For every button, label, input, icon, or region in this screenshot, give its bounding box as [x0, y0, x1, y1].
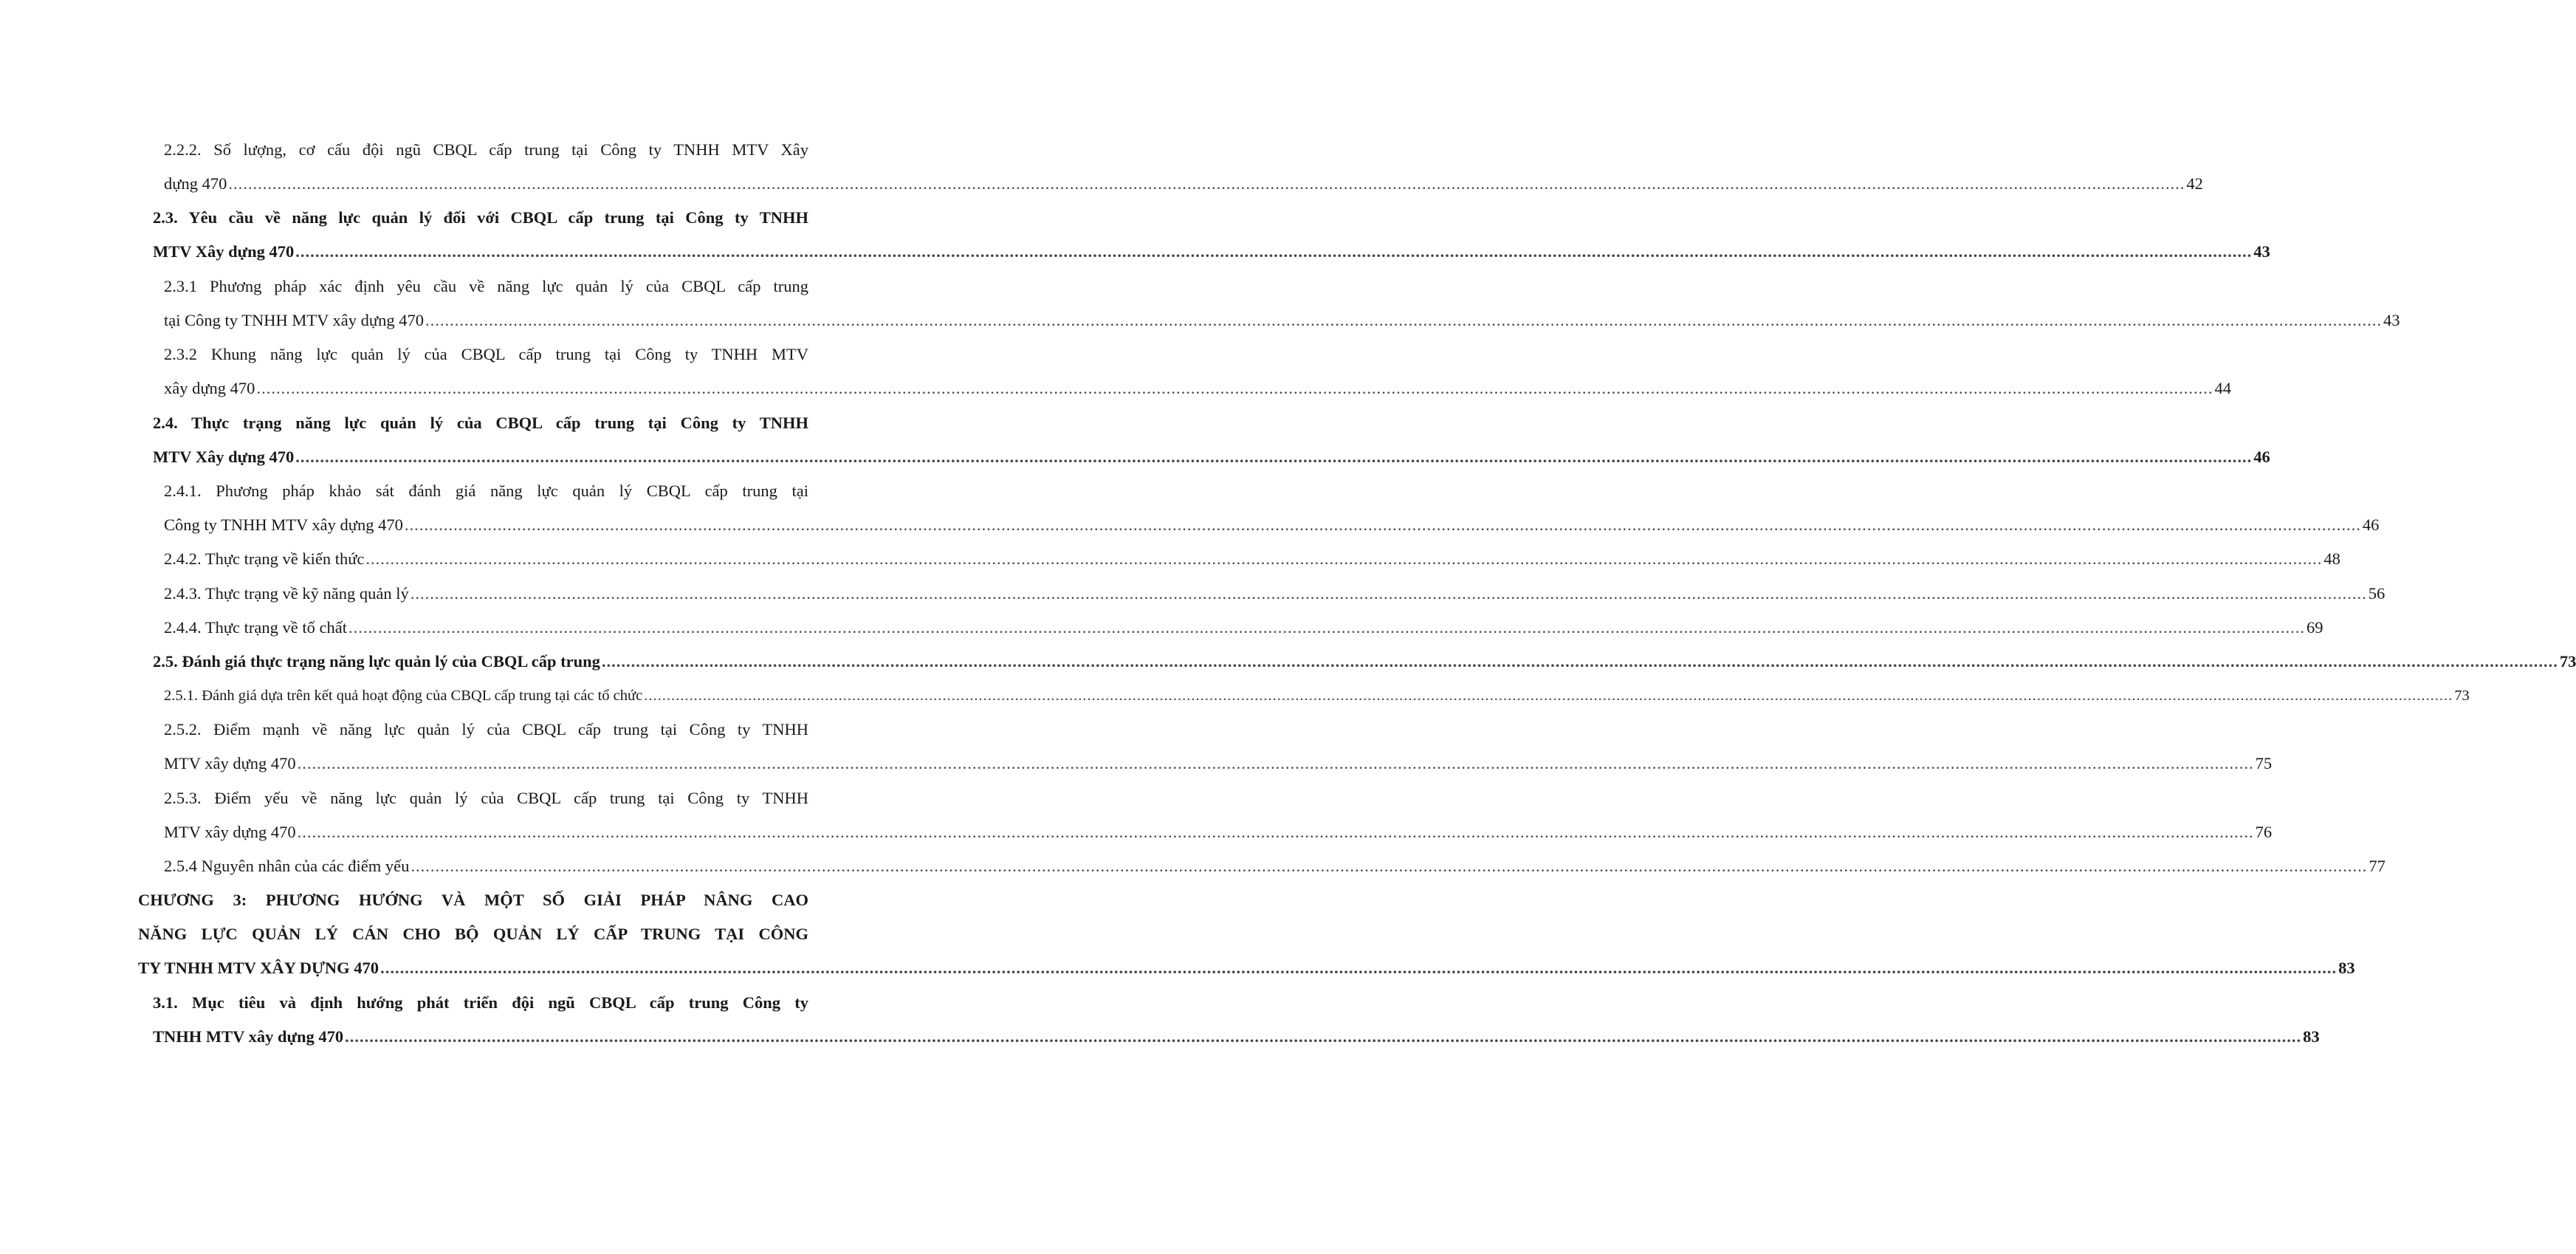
- toc-entry-title-line: MTV Xây dựng 470: [153, 242, 295, 261]
- toc-page-number: 69: [2306, 617, 2323, 637]
- toc-page-number: 75: [2255, 754, 2273, 773]
- toc-entry[interactable]: [164, 474, 2380, 542]
- dot-leader: ................................................................................................................................................................................................................................................................................................................................................................................................................: [410, 583, 2367, 603]
- dot-leader: ................................................................................................................................................................................................................................................................................................................................................................................................................: [404, 515, 2361, 534]
- dot-leader: ................................................................................................................................................................................................................................................................................................................................................................................................................: [380, 959, 2338, 978]
- toc-entry-title-line: 2.5.1. Đánh giá dựa trên kết quả hoạt động của CBQL cấp trung tại các tổ chức: [164, 688, 643, 705]
- dot-leader: ................................................................................................................................................................................................................................................................................................................................................................................................................: [345, 1027, 2302, 1046]
- dot-leader: ................................................................................................................................................................................................................................................................................................................................................................................................................: [295, 447, 2253, 466]
- toc-entry-title-line: 2.4.2. Thực trạng về kiến thức: [164, 549, 365, 569]
- toc-entry-title-line: 3.1. Mục tiêu và định hướng phát triển đội ngũ CBQL cấp trung Công ty: [153, 993, 808, 1012]
- toc-entry[interactable]: [164, 338, 2231, 405]
- toc-page-number: 48: [2323, 549, 2340, 569]
- toc-entry[interactable]: [164, 679, 2470, 713]
- toc-entry[interactable]: [153, 406, 2270, 474]
- toc-page-number: 76: [2255, 822, 2273, 841]
- toc-entry[interactable]: [153, 986, 2320, 1054]
- toc-page-number: 43: [2253, 242, 2270, 261]
- dot-leader: ................................................................................................................................................................................................................................................................................................................................................................................................................: [297, 754, 2254, 773]
- toc-page-number: 73: [2559, 652, 2576, 671]
- dot-leader: ................................................................................................................................................................................................................................................................................................................................................................................................................: [644, 688, 2453, 705]
- toc-page-number: 44: [2214, 379, 2231, 398]
- toc-entry-title-line: 2.5.4 Nguyên nhân của các điểm yếu: [164, 857, 410, 876]
- dot-leader: ................................................................................................................................................................................................................................................................................................................................................................................................................: [601, 652, 2558, 671]
- toc-entry-title-line: 2.2.2. Số lượng, cơ cấu đội ngũ CBQL cấp trung tại Công ty TNHH MTV Xây: [164, 140, 808, 159]
- toc-entry-title-line: 2.4.4. Thực trạng về tố chất: [164, 617, 347, 637]
- dot-leader: ................................................................................................................................................................................................................................................................................................................................................................................................................: [228, 174, 2185, 193]
- dot-leader: ................................................................................................................................................................................................................................................................................................................................................................................................................: [297, 822, 2254, 841]
- toc-page-number: 43: [2383, 310, 2400, 329]
- toc-entry[interactable]: [164, 270, 2400, 338]
- dot-leader: ................................................................................................................................................................................................................................................................................................................................................................................................................: [256, 379, 2213, 398]
- toc-entry-title-line: 2.5.3. Điểm yếu về năng lực quản lý của CBQL cấp trung tại Công ty TNHH: [164, 788, 808, 807]
- toc-entry-title-line: 2.4. Thực trạng năng lực quản lý của CBQL cấp trung tại Công ty TNHH: [153, 413, 808, 432]
- toc-entry-title-line: MTV xây dựng 470: [164, 754, 296, 773]
- toc-page-number: 42: [2186, 174, 2203, 193]
- toc-entry-title-line: tại Công ty TNHH MTV xây dựng 470: [164, 310, 424, 329]
- toc-page-number: 46: [2253, 447, 2270, 466]
- toc-entry[interactable]: [164, 781, 2273, 849]
- toc-entry-title-line: 2.3.2 Khung năng lực quản lý của CBQL cấp trung tại Công ty TNHH MTV: [164, 345, 808, 364]
- toc-entry[interactable]: [164, 713, 2273, 781]
- toc-entry-title-line: TY TNHH MTV XÂY DỰNG 470: [138, 959, 379, 978]
- toc-page-number: 83: [2303, 1027, 2320, 1046]
- toc-page-number: 56: [2368, 583, 2386, 603]
- toc-entry-title-line: NĂNG LỰC QUẢN LÝ CÁN CHO BỘ QUẢN LÝ CẤP TRUNG TẠI CÔNG: [138, 925, 808, 944]
- toc-entry-title-line: xây dựng 470: [164, 379, 255, 398]
- toc-entry-title-line: 2.5. Đánh giá thực trạng năng lực quản lý của CBQL cấp trung: [153, 652, 600, 671]
- toc-entry[interactable]: [164, 133, 2203, 201]
- toc-entry[interactable]: [164, 542, 2340, 576]
- dot-leader: ................................................................................................................................................................................................................................................................................................................................................................................................................: [365, 549, 2323, 569]
- dot-leader: ................................................................................................................................................................................................................................................................................................................................................................................................................: [295, 242, 2253, 261]
- toc-entry[interactable]: [153, 645, 2576, 679]
- toc-entry[interactable]: [164, 611, 2323, 645]
- toc-entry-title-line: 2.4.3. Thực trạng về kỹ năng quản lý: [164, 583, 409, 603]
- dot-leader: ................................................................................................................................................................................................................................................................................................................................................................................................................: [425, 310, 2382, 329]
- dot-leader: ................................................................................................................................................................................................................................................................................................................................................................................................................: [411, 857, 2368, 876]
- dot-leader: ................................................................................................................................................................................................................................................................................................................................................................................................................: [348, 617, 2305, 637]
- toc-entry[interactable]: [153, 201, 2270, 269]
- toc-entry[interactable]: [164, 577, 2386, 611]
- toc-page-number: 83: [2338, 959, 2355, 978]
- toc-entry[interactable]: [164, 849, 2386, 883]
- toc-entry-title-line: 2.5.2. Điểm mạnh về năng lực quản lý của CBQL cấp trung tại Công ty TNHH: [164, 720, 808, 739]
- toc-entry-title-line: CHƯƠNG 3: PHƯƠNG HƯỚNG VÀ MỘT SỐ GIẢI PHÁP NÂNG CAO: [138, 891, 808, 910]
- toc-page-number: 77: [2369, 857, 2386, 876]
- toc-entry-title-line: MTV xây dựng 470: [164, 822, 296, 841]
- toc-entry-title-line: MTV Xây dựng 470: [153, 447, 295, 466]
- toc-entry-title-line: 2.3. Yêu cầu về năng lực quản lý đối với CBQL cấp trung tại Công ty TNHH: [153, 208, 808, 227]
- toc-entry-title-line: Công ty TNHH MTV xây dựng 470: [164, 515, 403, 534]
- toc-page-number: 46: [2362, 515, 2380, 534]
- toc-entry-title-line: dựng 470: [164, 174, 227, 193]
- toc-entry[interactable]: [138, 883, 2355, 985]
- toc-entry-title-line: 2.3.1 Phương pháp xác định yêu cầu về năng lực quản lý của CBQL cấp trung: [164, 276, 808, 295]
- toc-entry-title-line: TNHH MTV xây dựng 470: [153, 1027, 344, 1046]
- toc-page-number: 73: [2454, 688, 2470, 705]
- toc-entry-title-line: 2.4.1. Phương pháp khảo sát đánh giá năng lực quản lý CBQL cấp trung tại: [164, 482, 808, 500]
